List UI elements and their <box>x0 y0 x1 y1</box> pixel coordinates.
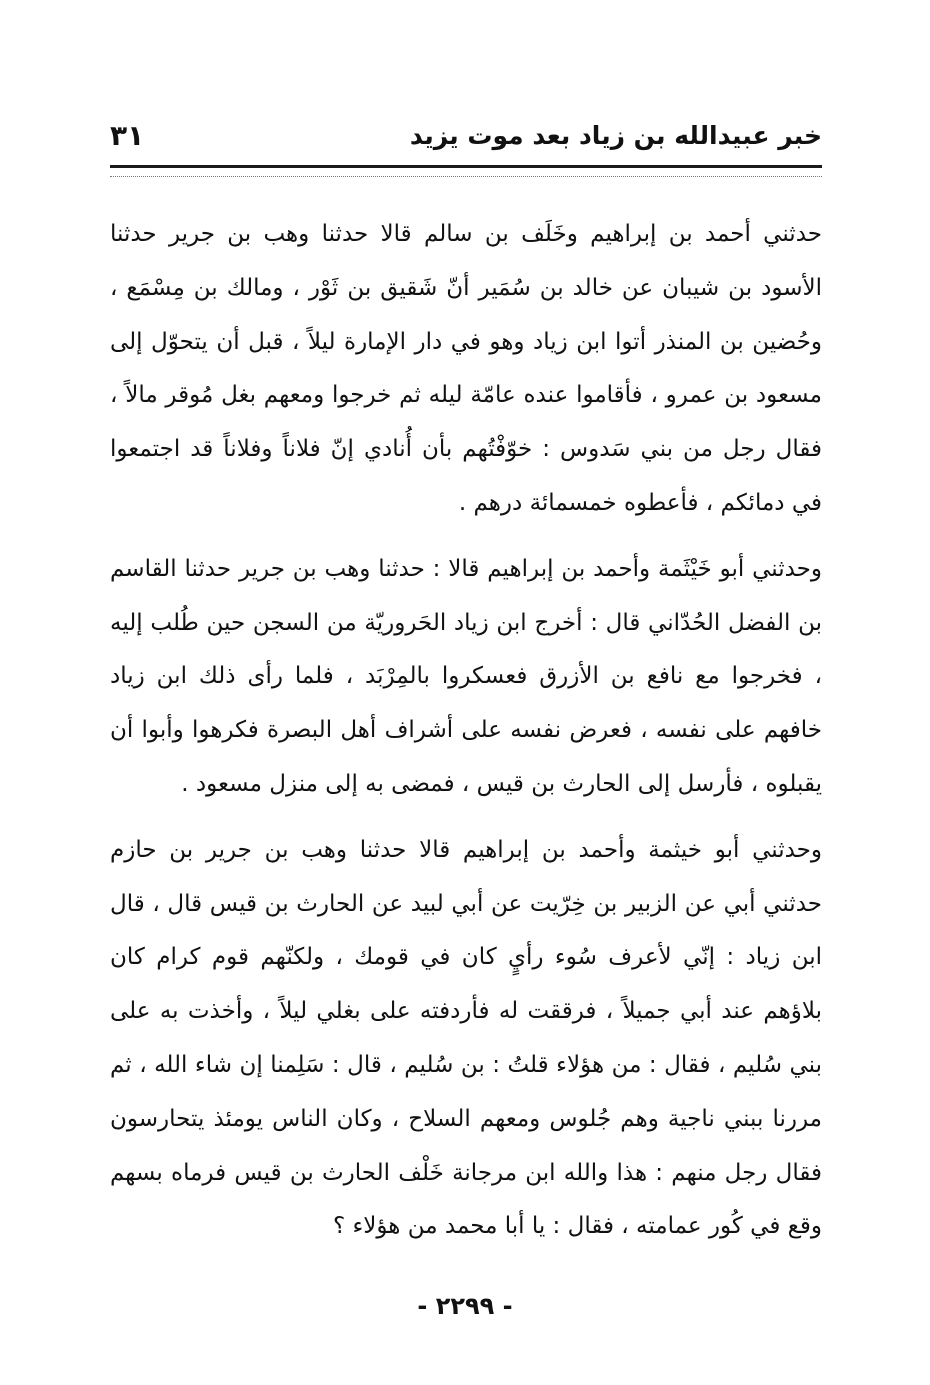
page-header <box>110 112 822 162</box>
paragraph: وحدثني أبو خَيْثَمة وأحمد بن إبراهيم قالا : حدثنا وهب بن جرير حدثنا القاسم بن الفضل الحُدّاني قال : أخرج ابن زياد الحَروريّة من السجن حين طُلب إليه ، فخرجوا مع نافع بن الأزرق فعسكروا بالمِرْبَد ، فلما رأى ذلك ابن زياد خافهم على نفسه ، فعرض نفسه على أشراف أهل البصرة فكرهوا وأبوا أن يقبلوه ، فأرسل إلى الحارث بن قيس ، فمضى به إلى منزل مسعود . <box>110 555 822 797</box>
page-footer <box>0 1286 930 1326</box>
folio-number: - ٢٢٩٩ - <box>417 1292 513 1320</box>
page-number: ٣١ <box>110 119 145 152</box>
paragraph: حدثني أحمد بن إبراهيم وخَلَف بن سالم قالا حدثنا وهب بن جرير حدثنا الأسود بن شيبان عن خالد بن سُمَير أنّ شَقيق بن ثَوْر ، ومالك بن مِسْمَع ، وحُضين بن المنذر أتوا ابن زياد وهو في دار الإمارة ليلاً ، قبل أن يتحوّل إلى مسعود بن عمرو ، فأقاموا عنده عامّة ليله ثم خرجوا ومعهم بغل مُوقر مالاً ، فقال رجل من بني سَدوس : خوّفْتُهم بأن أُنادي إنّ فلاناً وفلاناً قد اجتمعوا في دمائكم ، فأعطوه خمسمائة درهم . <box>110 221 822 516</box>
body-text <box>110 208 822 1254</box>
running-title: خبر عبيدالله بن زياد بعد موت يزيد <box>409 121 822 150</box>
header-rule-dotted <box>110 176 822 177</box>
header-rule <box>110 165 822 168</box>
paragraph: وحدثني أبو خيثمة وأحمد بن إبراهيم قالا حدثنا وهب بن جرير بن حازم حدثني أبي عن الزبير بن خِرّيت عن أبي لبيد عن الحارث بن قيس قال ، قال ابن زياد : إنّي لأعرف سُوء رأيٍ كان في قومك ، ولكنّهم قوم كرام كان بلاؤهم عند أبي جميلاً ، فرققت له فأردفته على بغلي ليلاً ، وأخذت به على بني سُليم ، فقال : من هؤلاء قلتُ : بن سُليم ، قال : سَلِمنا إن شاء الله ، ثم مررنا ببني ناجية وهم جُلوس ومعهم السلاح ، وكان الناس يومئذ يتحارسون فقال رجل منهم : هذا والله ابن مرجانة خَلْف الحارث بن قيس فرماه بسهم وقع في كُور عمامته ، فقال : يا أبا محمد من هؤلاء ؟ <box>110 836 822 1240</box>
